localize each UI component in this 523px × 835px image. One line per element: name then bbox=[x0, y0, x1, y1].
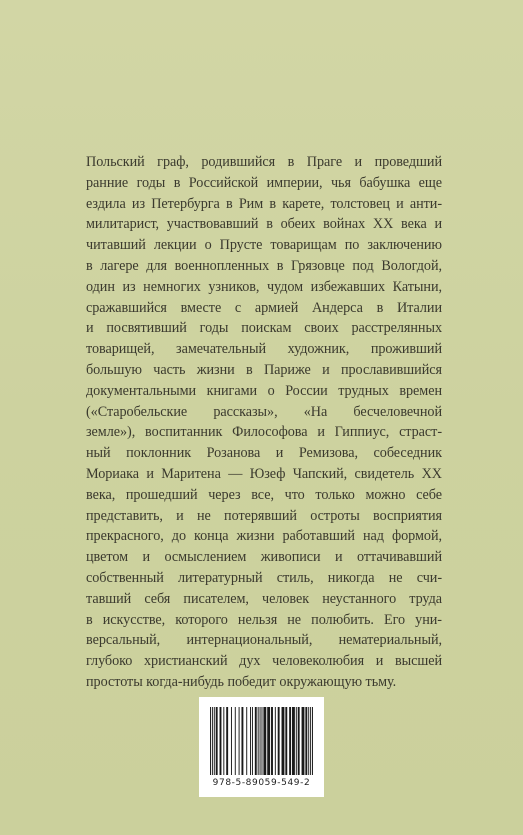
annotation-line: тавший себя писателем, человек неустанного труда bbox=[86, 590, 442, 607]
annotation-line: милитарист, участвовавший в обеих войнах XX века и bbox=[86, 216, 442, 233]
annotation-line: документальными книгами о России трудных времен bbox=[86, 382, 442, 399]
annotation-line: собственный литературный стиль, никогда не счи- bbox=[86, 569, 442, 586]
annotation-line: товарищей, замечательный художник, проживший bbox=[86, 341, 442, 358]
barcode-panel bbox=[199, 697, 324, 797]
annotation-line: читавший лекции о Прусте товарищам по заключению bbox=[86, 237, 442, 254]
annotation-line: цветом и осмыслением живописи и оттачивавший bbox=[86, 549, 442, 566]
annotation-line: большую часть жизни в Париже и прославившийся bbox=[86, 361, 442, 378]
annotation-line: земле»), воспитанник Философова и Гиппиус, страст- bbox=[86, 424, 442, 441]
isbn-number: 978-5-89059-549-2 bbox=[212, 778, 311, 788]
annotation-line: версальный, интернациональный, нематериальный, bbox=[86, 632, 442, 649]
annotation-line: простоты когда-нибудь победит окружающую тьму. bbox=[86, 673, 397, 690]
annotation-text bbox=[86, 152, 442, 693]
annotation-line: века, прошедший через все, что только можно себе bbox=[86, 486, 442, 503]
annotation-line: прекрасного, до конца жизни работавший над формой, bbox=[86, 528, 442, 545]
annotation-line: один из немногих узников, чудом избежавших Катыни, bbox=[86, 278, 442, 295]
annotation-line: представить, и не потерявший остроты восприятия bbox=[86, 507, 442, 524]
annotation-line: ный поклонник Розанова и Ремизова, собеседник bbox=[86, 445, 442, 462]
annotation-line: и посвятивший годы поискам своих расстрелянных bbox=[86, 320, 442, 337]
annotation-line: («Старобельские рассказы», «На бесчеловечной bbox=[86, 403, 442, 420]
annotation-line: Мориака и Маритена — Юзеф Чапский, свидетель XX bbox=[86, 465, 442, 482]
annotation-line: ранние годы в Российской империи, чья бабушка еще bbox=[86, 174, 442, 191]
annotation-line: Польский граф, родившийся в Праге и проведший bbox=[86, 154, 442, 170]
annotation-line: сражавшийся вместе с армией Андерса в Италии bbox=[86, 299, 442, 316]
annotation-line: в искусстве, которого нельзя не полюбить. Его уни- bbox=[86, 611, 442, 628]
barcode-icon bbox=[208, 707, 315, 775]
annotation-line: ездила из Петербурга в Рим в карете, толстовец и анти- bbox=[86, 195, 442, 212]
annotation-line: в лагере для военнопленных в Грязовце под Вологдой, bbox=[86, 257, 442, 274]
annotation-line: глубоко христианский дух человеколюбия и высшей bbox=[86, 653, 442, 670]
